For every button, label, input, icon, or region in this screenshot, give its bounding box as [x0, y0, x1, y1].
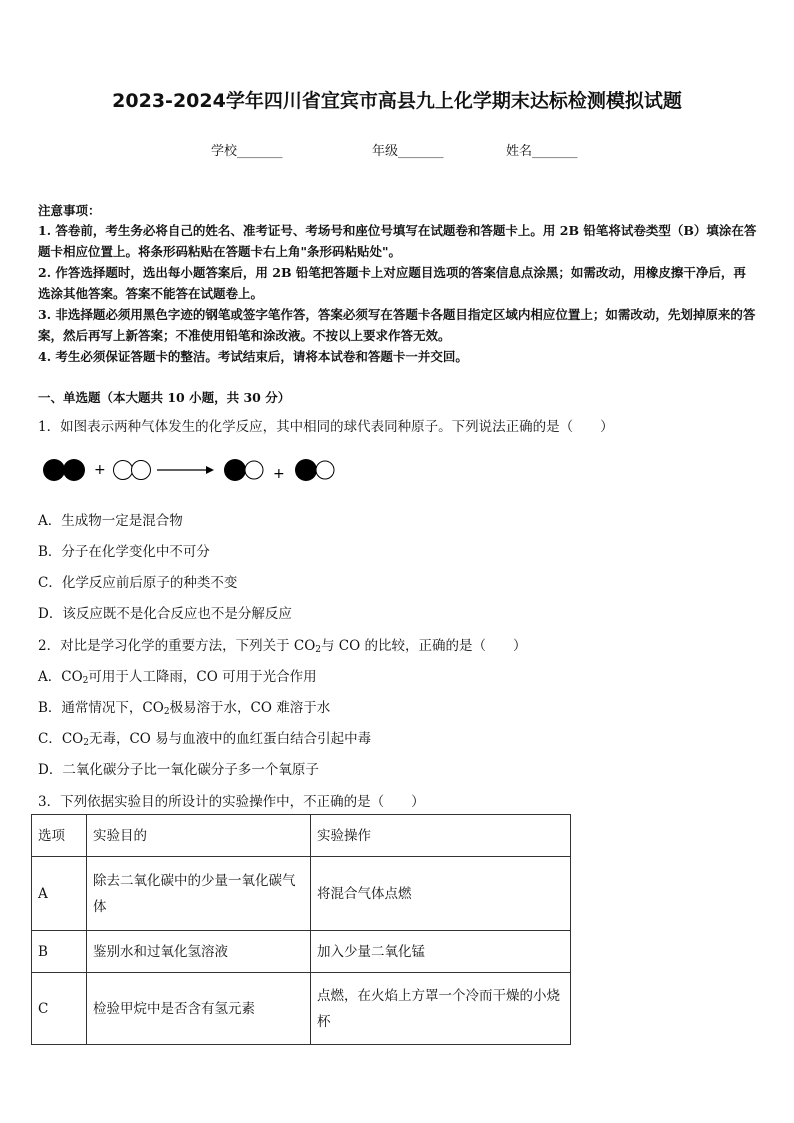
- table-header-cell: 选项: [32, 815, 87, 857]
- table-cell: 将混合气体点燃: [311, 857, 571, 931]
- plus-sign: +: [273, 466, 285, 482]
- q1-option-c: C．化学反应前后原子的种类不变: [38, 575, 238, 591]
- table-cell: 点燃，在火焰上方罩一个冷而干燥的小烧杯: [311, 973, 571, 1045]
- notice-item-4: 4. 考生必须保证答题卡的整洁。考试结束后，请将本试卷和答题卡一并交回。: [38, 349, 468, 364]
- reactant-1-molecule: [43, 459, 85, 481]
- table-header-cell: 实验操作: [311, 815, 571, 857]
- product-1-molecule: [224, 459, 263, 481]
- reaction-arrow: [157, 466, 214, 474]
- table-cell: 除去二氧化碳中的少量一氧化碳气体: [87, 857, 311, 931]
- q3-stem: 3．下列依据实验目的所设计的实验操作中，不正确的是（ ）: [38, 794, 425, 810]
- page-title: 2023-2024学年四川省宜宾市高县九上化学期末达标检测模拟试题: [112, 90, 682, 112]
- q1-option-a: A．生成物一定是混合物: [38, 513, 183, 529]
- notice-heading: 注意事项：: [38, 203, 101, 218]
- notice-item-2: 2. 作答选择题时，选出每小题答案后，用 2B 铅笔把答题卡上对应题目选项的答案信息点涂黑；如需改动，用橡皮擦干净后，再选涂其他答案。答案不能答在试题卷上。: [38, 265, 746, 301]
- name-field: 姓名_______: [506, 144, 578, 159]
- notice-item-3: 3. 非选择题必须用黑色字迹的钢笔或签字笔作答，答案必须写在答题卡各题目指定区域内相应位置上；如需改动，先划掉原来的答案，然后再写上新答案；不准使用铅笔和涂改液。不按以上要求作答无效。: [38, 307, 756, 343]
- q2-option-b: B．通常情况下，$CO_2$极易溶于水，CO 难溶于水: [38, 700, 331, 717]
- q1-stem: 1．如图表示两种气体发生的化学反应，其中相同的球代表同种原子。下列说法正确的是（ ）: [38, 419, 614, 435]
- table-cell: 检验甲烷中是否含有氢元素: [87, 973, 311, 1045]
- experiment-table: [31, 814, 571, 1045]
- table-cell: 加入少量二氧化锰: [311, 931, 571, 973]
- table-cell: B: [32, 931, 87, 973]
- q1-option-b: B．分子在化学变化中不可分: [38, 544, 210, 560]
- notice-item-1: 1. 答卷前，考生务必将自己的姓名、准考证号、考场号和座位号填写在试题卷和答题卡上。用 2B 铅笔将试卷类型（B）填涂在答题卡相应位置上。将条形码粘贴在答题卡右上角"条形码粘贴处"。: [38, 223, 757, 259]
- q2-option-c: C．$CO_2$无毒，CO 易与血液中的血红蛋白结合引起中毒: [38, 731, 372, 748]
- product-2-molecule: [295, 459, 334, 481]
- table-cell: A: [32, 857, 87, 931]
- q2-stem: 2．对比是学习化学的重要方法，下列关于 $CO_2$与 CO 的比较，正确的是（ ）: [38, 638, 527, 655]
- table-header-cell: 实验目的: [87, 815, 311, 857]
- table-cell: 鉴别水和过氧化氢溶液: [87, 931, 311, 973]
- reactant-2-molecule: [114, 461, 151, 480]
- table-row: [32, 857, 571, 931]
- table-header-row: [32, 815, 571, 857]
- table-cell: C: [32, 973, 87, 1045]
- section-heading: 一、单选题（本大题共 10 小题，共 30 分）: [38, 390, 291, 405]
- q1-option-d: D．该反应既不是化合反应也不是分解反应: [38, 606, 292, 622]
- q2-option-a: A．$CO_2$可用于人工降雨，CO 可用于光合作用: [38, 669, 317, 686]
- q2-option-d: D．二氧化碳分子比一氧化碳分子多一个氧原子: [38, 762, 319, 778]
- plus-sign: +: [94, 462, 106, 478]
- grade-field: 年级_______: [372, 144, 444, 159]
- school-field: 学校_______: [211, 144, 283, 159]
- table-row: [32, 931, 571, 973]
- reaction-diagram: [38, 452, 348, 488]
- table-row: [32, 973, 571, 1045]
